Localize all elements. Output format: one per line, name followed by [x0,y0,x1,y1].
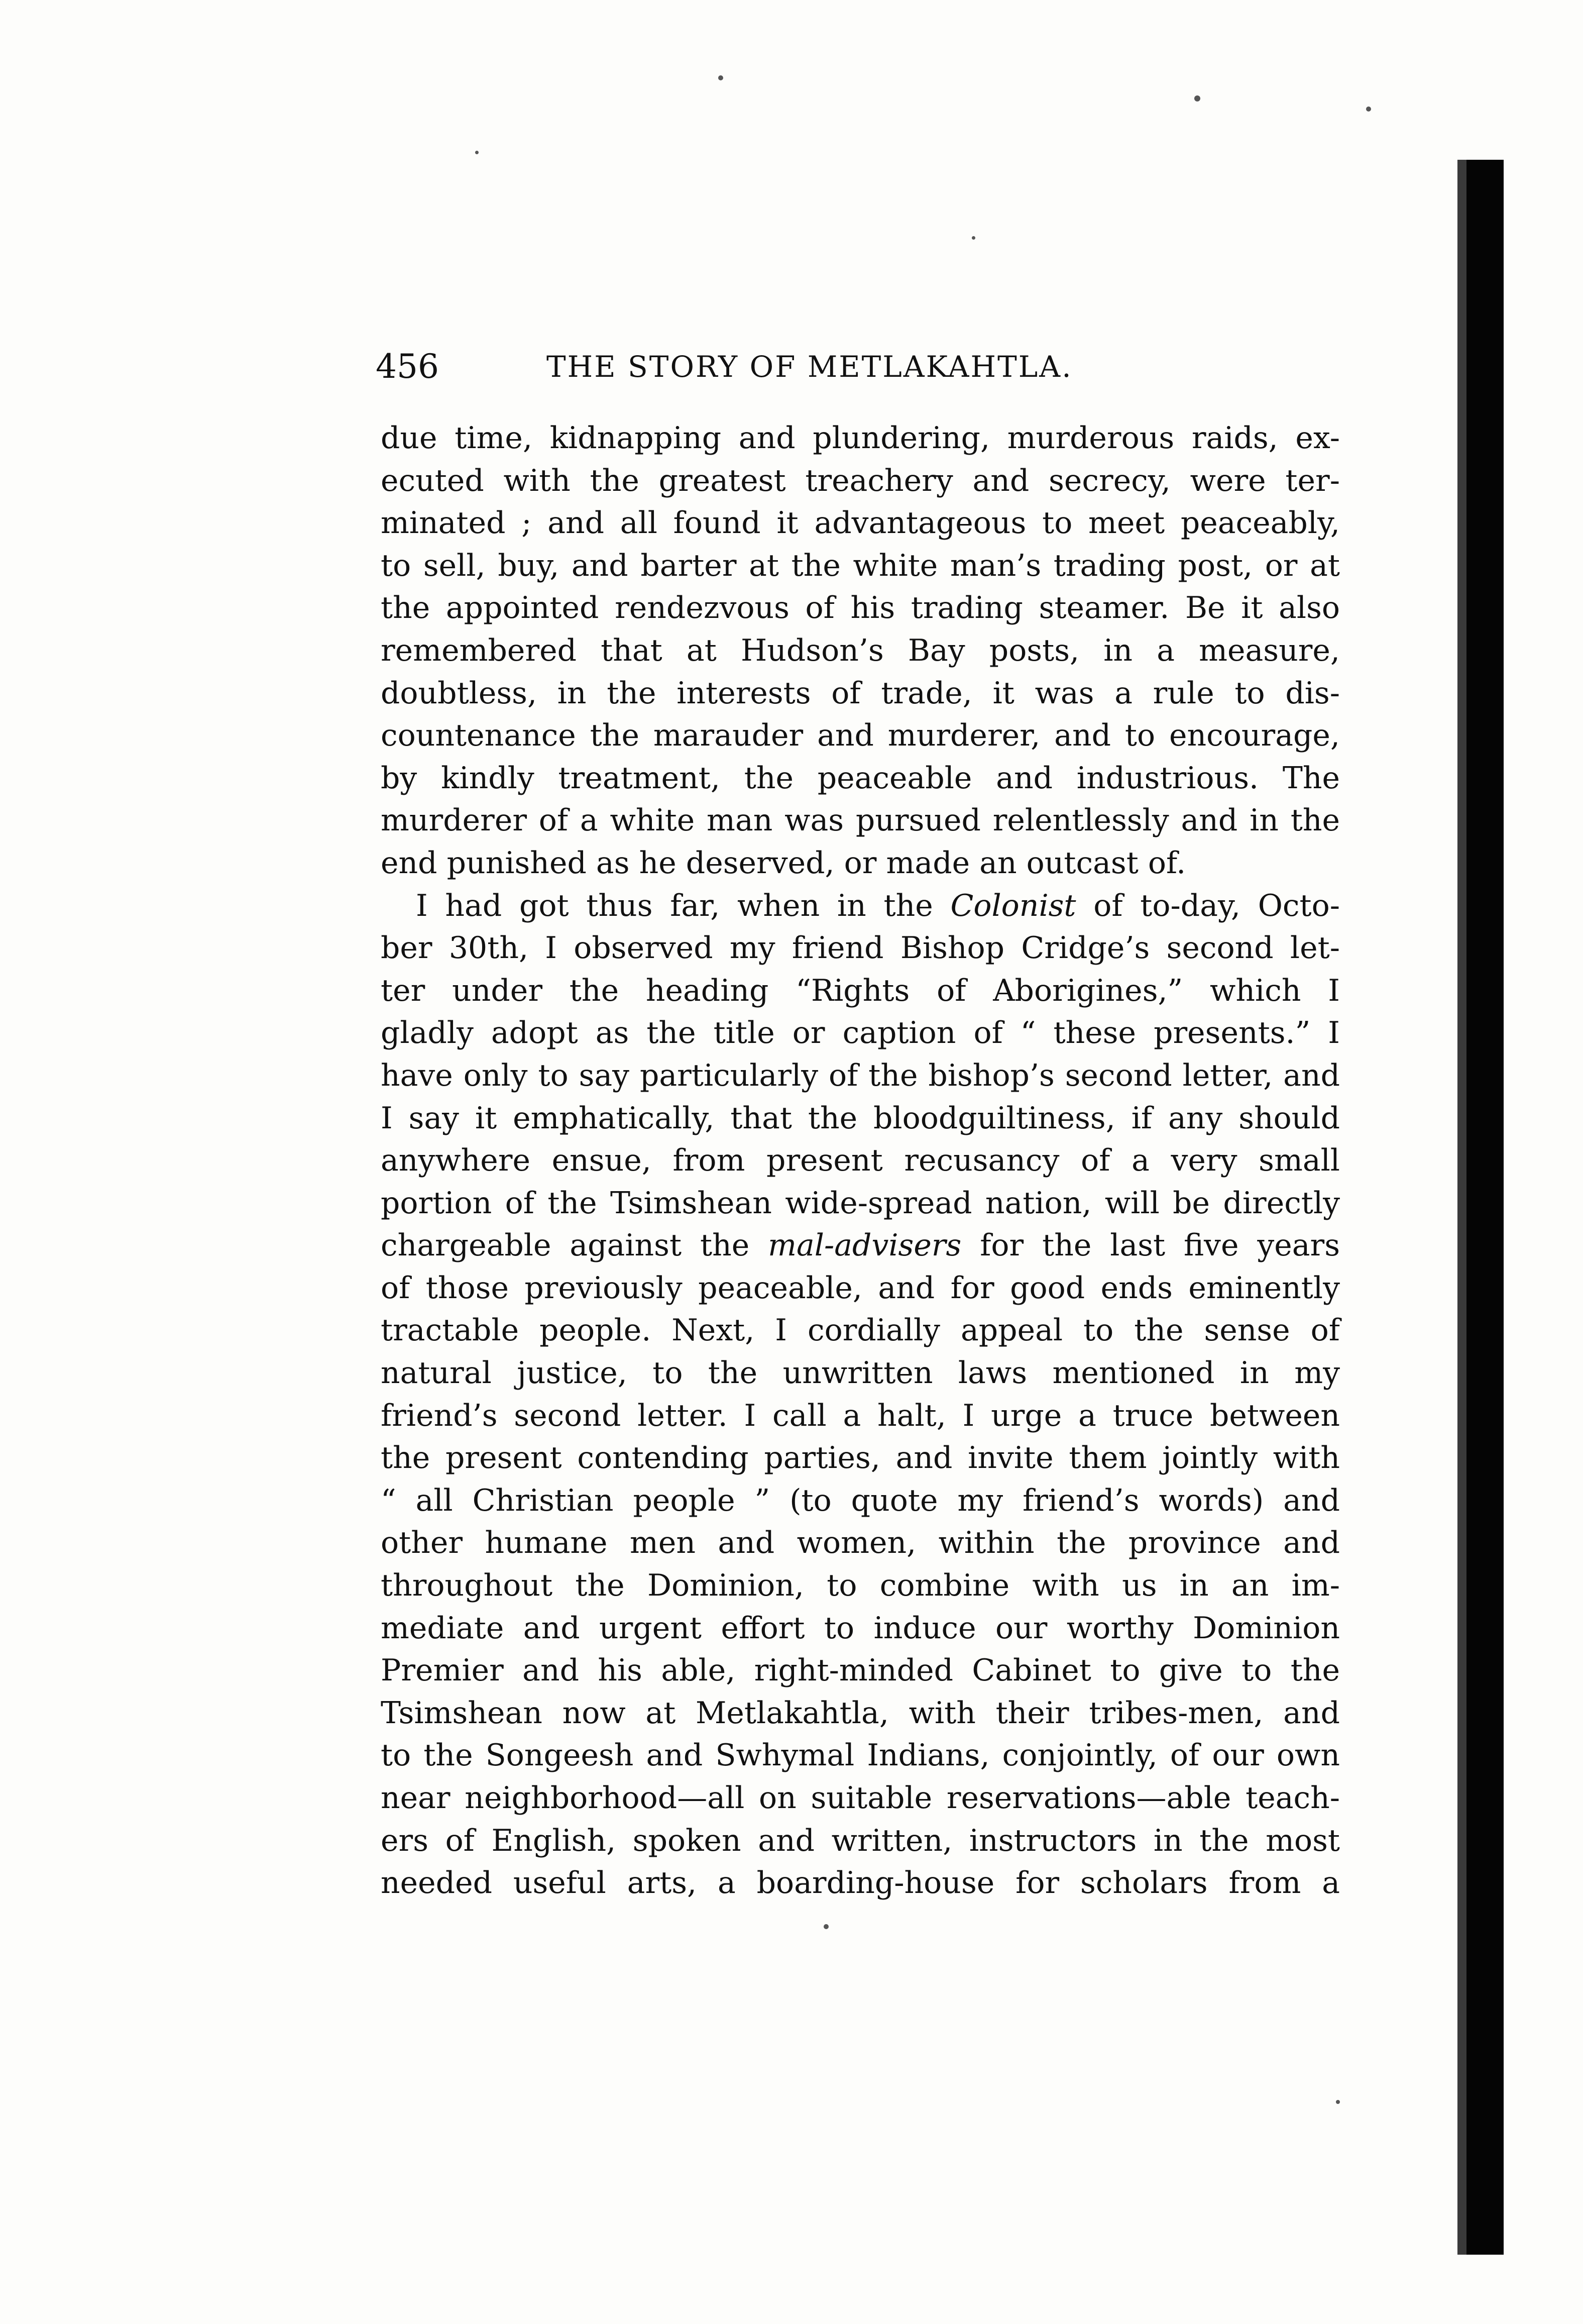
text-line: ers of English, spoken and written, instructors in the most [381,1823,1340,1858]
text-line: the appointed rendezvous of his trading steamer. Be it also [381,590,1340,626]
text-line: portion of the Tsimshean wide-spread nation, will be directly [381,1185,1340,1221]
text-line: friend’s second letter. I call a halt, I urge a truce between [381,1398,1340,1433]
text-line: ter under the heading “Rights of Aborigines,” which I [381,973,1340,1008]
text-run: chargeable against the [381,1228,768,1263]
text-line: tractable people. Next, I cordially appeal to the sense of [381,1313,1340,1348]
text-line: remembered that at Hudson’s Bay posts, in a measure, [381,632,1340,668]
text-line: Premier and his able, right-minded Cabinet to give to the [381,1653,1340,1688]
text-line: other humane men and women, within the province and [381,1525,1340,1561]
text-line: mediate and urgent effort to induce our worthy Dominion [381,1610,1340,1646]
text-line: anywhere ensue, from present recusancy of a very small [381,1143,1340,1179]
text-line: Tsimshean now at Metlakahtla, with their tribes-men, and [381,1695,1340,1731]
text-line [381,885,1340,927]
text-line: by kindly treatment, the peaceable and industrious. The [381,760,1340,796]
text-line: gladly adopt as the title or caption of “ these presents.” I [381,1015,1340,1051]
text-line: of those previously peaceable, and for good ends eminently [381,1270,1340,1306]
text-run: I had got thus far, when in the [416,888,951,923]
text-line: to sell, buy, and barter at the white man’s trading post, or at [381,548,1340,583]
text-line: “ all Christian people ” (to quote my friend’s words) and [381,1483,1340,1518]
page-number: 456 [376,347,439,386]
text-line: end punished as he deserved, or made an outcast of. [381,845,1186,881]
text-line [381,1224,1340,1267]
scan-speck [1366,107,1371,112]
text-line: needed useful arts, a boarding-house for scholars from a [381,1865,1340,1901]
scan-speck [972,236,975,240]
text-line: have only to say particularly of the bishop’s second letter, and [381,1058,1340,1093]
emphasis: mal-advisers [768,1228,962,1263]
text-line: doubtless, in the interests of trade, it was a rule to dis- [381,675,1340,711]
text-line: the present contending parties, and invite them jointly with [381,1440,1340,1476]
text-run: of to-day, Octo- [1076,888,1340,923]
text-line: murderer of a white man was pursued relentlessly and in the [381,803,1340,838]
running-head: THE STORY OF METLAKAHTLA. [546,350,1073,384]
scan-speck [1194,95,1200,101]
text-line: near neighborhood—all on suitable reservations—able teach- [381,1780,1340,1816]
text-line: ber 30th, I observed my friend Bishop Cridge’s second let- [381,930,1340,966]
page-header [376,342,1360,392]
text-line: ecuted with the greatest treachery and secrecy, were ter- [381,463,1340,498]
text-line: throughout the Dominion, to combine with us in an im- [381,1568,1340,1604]
text-line: countenance the marauder and murderer, and to encourage, [381,718,1340,754]
paragraph [381,417,1340,885]
text-line: to the Songeesh and Swhymal Indians, conjointly, of our own [381,1738,1340,1773]
scan-speck [824,1924,829,1929]
scan-speck [475,151,479,154]
body-text [381,417,1340,1905]
paragraph [381,885,1340,1905]
text-run: for the last five years [961,1228,1340,1263]
text-line: natural justice, to the unwritten laws mentioned in my [381,1355,1340,1391]
text-line: minated ; and all found it advantageous to meet peaceably, [381,505,1340,541]
text-line: I say it emphatically, that the bloodguiltiness, if any should [381,1100,1340,1136]
scan-speck [1336,2100,1340,2104]
scan-speck [718,75,723,80]
text-line: due time, kidnapping and plundering, murderous raids, ex- [381,420,1340,456]
newspaper-title: Colonist [950,888,1076,923]
scanned-page-edge-highlight [1457,160,1466,2255]
